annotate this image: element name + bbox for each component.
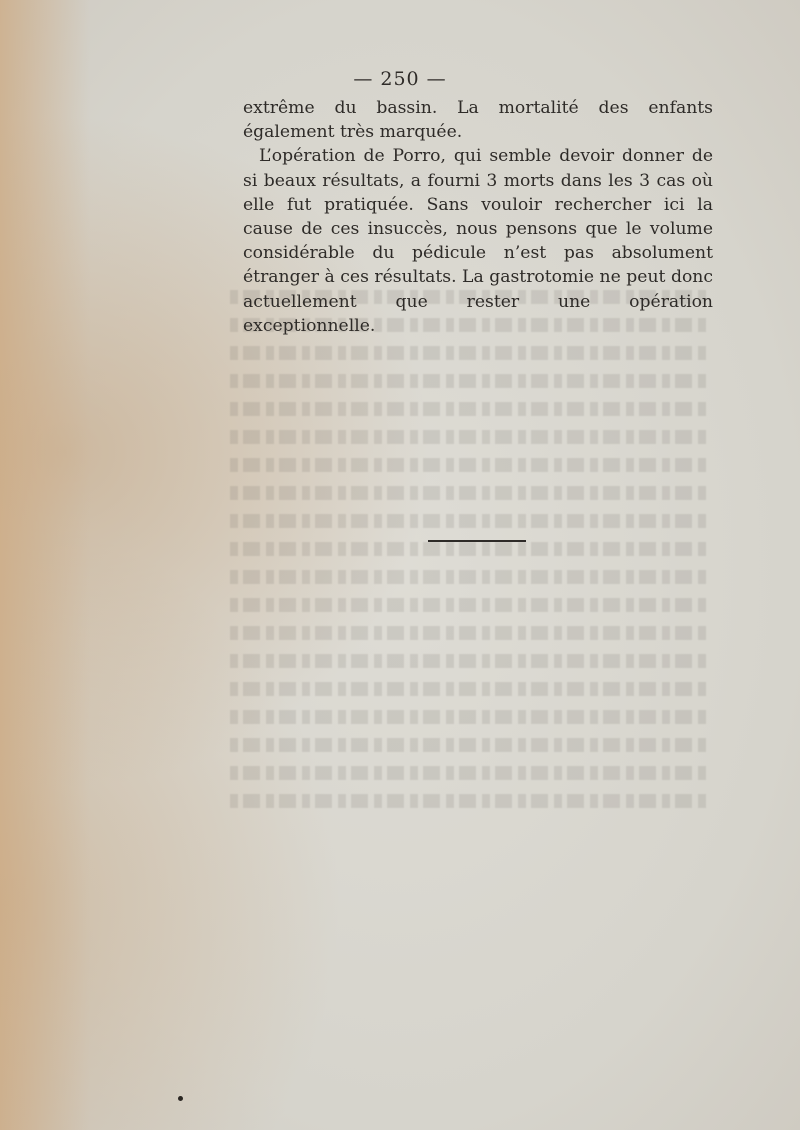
page-edge-discoloration <box>0 0 90 1130</box>
body-text <box>243 96 713 338</box>
page-number: — 250 — <box>353 68 447 90</box>
paragraph-porro-operation: L’opération de Porro, qui semble devoir donner de si beaux résultats, a fourni 3 morts dans les 3 cas où elle fut pratiquée. Sans vouloir rechercher ici la cause de ces insuccès, nous pensons que le volume considérable du pédicule n’est pas absolument étranger à ces résultats. La gastrotomie ne peut donc actuellement que rester une opération exceptionnelle. <box>243 146 713 336</box>
ink-speck <box>178 1096 183 1101</box>
show-through-text <box>230 290 710 830</box>
paragraph-continuation: extrême du bassin. La mortalité des enfants également très marquée. <box>243 98 713 143</box>
section-divider-rule <box>428 540 526 542</box>
